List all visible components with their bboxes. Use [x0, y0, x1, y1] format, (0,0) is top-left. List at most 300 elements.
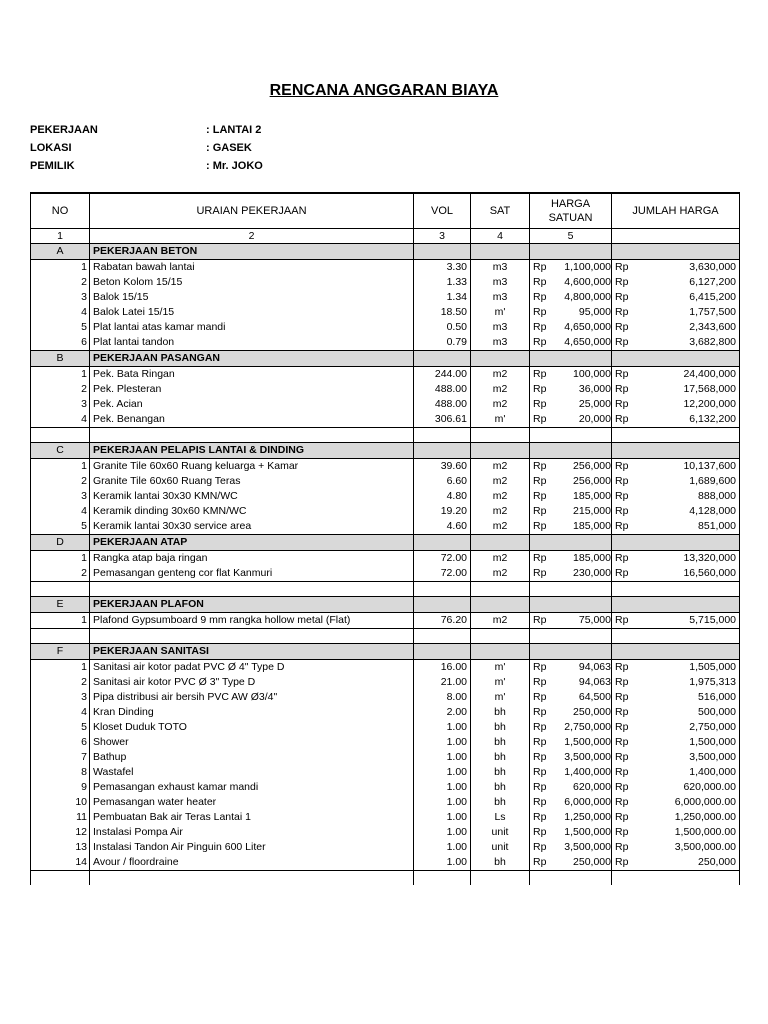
item-total — [612, 810, 740, 825]
currency-label: Rp — [615, 841, 629, 853]
budget-table-body — [31, 244, 740, 886]
item-total — [612, 260, 740, 276]
empty-cell — [530, 597, 612, 613]
currency-label: Rp — [615, 383, 629, 395]
item-description: Balok Latei 15/15 — [90, 305, 414, 320]
empty-cell — [612, 244, 740, 260]
empty-cell — [471, 351, 530, 367]
item-unit: m2 — [471, 504, 530, 519]
empty-cell — [471, 629, 530, 644]
item-total — [612, 305, 740, 320]
currency-label: Rp — [533, 321, 547, 333]
item-unit-price — [530, 855, 612, 871]
unit-price-value: 25,000 — [578, 398, 611, 410]
item-no: 1 — [31, 613, 90, 629]
empty-cell — [612, 443, 740, 459]
currency-label: Rp — [615, 460, 629, 472]
item-unit: m' — [471, 305, 530, 320]
item-no: 3 — [31, 690, 90, 705]
empty-cell — [414, 871, 471, 886]
currency-label: Rp — [615, 368, 629, 380]
item-no: 9 — [31, 780, 90, 795]
page-title: RENCANA ANGGARAN BIAYA — [269, 82, 499, 99]
empty-cell — [530, 351, 612, 367]
item-unit-price — [530, 489, 612, 504]
item-description: Pembuatan Bak air Teras Lantai 1 — [90, 810, 414, 825]
blank-row — [31, 428, 740, 443]
item-total — [612, 519, 740, 535]
total-value: 1,505,000 — [689, 661, 736, 673]
item-no: 4 — [31, 412, 90, 428]
item-unit: bh — [471, 855, 530, 871]
currency-label: Rp — [533, 276, 547, 288]
item-total — [612, 720, 740, 735]
table-row — [31, 305, 740, 320]
item-unit: m3 — [471, 335, 530, 351]
item-volume: 306.61 — [414, 412, 471, 428]
item-volume: 0.50 — [414, 320, 471, 335]
info-value: : GASEK — [206, 142, 252, 154]
total-value: 1,975,313 — [689, 676, 736, 688]
item-unit: m2 — [471, 367, 530, 383]
item-total — [612, 825, 740, 840]
empty-cell — [612, 871, 740, 886]
table-row — [31, 504, 740, 519]
currency-label: Rp — [533, 383, 547, 395]
currency-label: Rp — [533, 826, 547, 838]
empty-cell — [612, 597, 740, 613]
item-description: Avour / floordraine — [90, 855, 414, 871]
empty-cell — [612, 629, 740, 644]
item-total — [612, 489, 740, 504]
total-value: 2,343,600 — [689, 321, 736, 333]
empty-cell — [90, 428, 414, 443]
item-no: 3 — [31, 290, 90, 305]
total-value: 10,137,600 — [683, 460, 736, 472]
item-unit: m3 — [471, 275, 530, 290]
item-total — [612, 795, 740, 810]
item-unit: bh — [471, 720, 530, 735]
item-volume: 244.00 — [414, 367, 471, 383]
header-harga-line2: SATUAN — [548, 212, 593, 224]
item-no: 6 — [31, 335, 90, 351]
item-unit: m2 — [471, 397, 530, 412]
item-unit-price — [530, 397, 612, 412]
item-volume: 488.00 — [414, 382, 471, 397]
item-description: Pek. Acian — [90, 397, 414, 412]
currency-label: Rp — [615, 490, 629, 502]
section-row — [31, 535, 740, 551]
col-number — [612, 229, 740, 244]
item-volume: 4.60 — [414, 519, 471, 535]
total-value: 1,500,000 — [689, 736, 736, 748]
item-no: 6 — [31, 735, 90, 750]
item-description: Sanitasi air kotor PVC Ø 3" Type D — [90, 675, 414, 690]
total-value: 1,689,600 — [689, 475, 736, 487]
item-volume: 76.20 — [414, 613, 471, 629]
currency-label: Rp — [533, 291, 547, 303]
table-row — [31, 397, 740, 412]
empty-cell — [530, 644, 612, 660]
empty-cell — [612, 351, 740, 367]
currency-label: Rp — [533, 336, 547, 348]
currency-label: Rp — [533, 505, 547, 517]
item-unit-price — [530, 613, 612, 629]
item-unit-price — [530, 735, 612, 750]
item-unit: bh — [471, 795, 530, 810]
empty-cell — [471, 597, 530, 613]
item-unit-price — [530, 305, 612, 320]
item-description: Granite Tile 60x60 Ruang keluarga + Kamar — [90, 459, 414, 475]
empty-cell — [90, 582, 414, 597]
item-unit-price — [530, 810, 612, 825]
unit-price-value: 1,500,000 — [564, 826, 611, 838]
item-volume: 4.80 — [414, 489, 471, 504]
item-unit: bh — [471, 780, 530, 795]
currency-label: Rp — [615, 552, 629, 564]
unit-price-value: 3,500,000 — [564, 751, 611, 763]
item-unit-price — [530, 780, 612, 795]
table-row — [31, 705, 740, 720]
table-row — [31, 260, 740, 276]
empty-cell — [471, 428, 530, 443]
item-total — [612, 566, 740, 582]
currency-label: Rp — [615, 766, 629, 778]
item-unit: m2 — [471, 489, 530, 504]
currency-label: Rp — [615, 811, 629, 823]
empty-cell — [530, 244, 612, 260]
item-volume: 16.00 — [414, 660, 471, 676]
total-value: 3,500,000.00 — [674, 841, 736, 853]
item-volume: 19.20 — [414, 504, 471, 519]
table-row — [31, 780, 740, 795]
item-no: 5 — [31, 320, 90, 335]
section-code: F — [31, 644, 90, 660]
item-unit-price — [530, 551, 612, 567]
item-unit: m3 — [471, 260, 530, 276]
empty-cell — [414, 644, 471, 660]
item-unit: bh — [471, 735, 530, 750]
empty-cell — [414, 443, 471, 459]
item-description: Balok 15/15 — [90, 290, 414, 305]
currency-label: Rp — [533, 811, 547, 823]
item-volume: 8.00 — [414, 690, 471, 705]
unit-price-value: 36,000 — [578, 383, 611, 395]
currency-label: Rp — [615, 276, 629, 288]
currency-label: Rp — [533, 676, 547, 688]
unit-price-value: 185,000 — [573, 552, 611, 564]
item-unit-price — [530, 825, 612, 840]
total-value: 17,568,000 — [683, 383, 736, 395]
item-description: Wastafel — [90, 765, 414, 780]
item-unit: m' — [471, 675, 530, 690]
empty-cell — [471, 443, 530, 459]
item-no: 3 — [31, 489, 90, 504]
section-title: PEKERJAAN BETON — [90, 244, 414, 260]
item-unit: m' — [471, 412, 530, 428]
item-volume: 3.30 — [414, 260, 471, 276]
item-total — [612, 459, 740, 475]
currency-label: Rp — [615, 520, 629, 532]
empty-cell — [530, 582, 612, 597]
item-total — [612, 474, 740, 489]
item-description: Instalasi Pompa Air — [90, 825, 414, 840]
empty-cell — [530, 443, 612, 459]
item-total — [612, 855, 740, 871]
item-total — [612, 275, 740, 290]
table-row — [31, 335, 740, 351]
empty-cell — [471, 871, 530, 886]
currency-label: Rp — [533, 796, 547, 808]
empty-cell — [414, 597, 471, 613]
currency-label: Rp — [533, 567, 547, 579]
table-row — [31, 675, 740, 690]
currency-label: Rp — [615, 306, 629, 318]
col-number: 5 — [530, 229, 612, 244]
unit-price-value: 185,000 — [573, 490, 611, 502]
unit-price-value: 3,500,000 — [564, 841, 611, 853]
item-total — [612, 412, 740, 428]
header-vol: VOL — [414, 193, 471, 229]
currency-label: Rp — [615, 856, 629, 868]
item-no: 10 — [31, 795, 90, 810]
info-label: LOKASI — [30, 142, 72, 154]
item-unit: unit — [471, 825, 530, 840]
item-volume: 39.60 — [414, 459, 471, 475]
blank-row — [31, 871, 740, 886]
currency-label: Rp — [533, 781, 547, 793]
table-row — [31, 765, 740, 780]
total-value: 3,630,000 — [689, 261, 736, 273]
currency-label: Rp — [533, 706, 547, 718]
currency-label: Rp — [533, 841, 547, 853]
total-value: 6,132,200 — [689, 413, 736, 425]
item-description: Plat lantai atas kamar mandi — [90, 320, 414, 335]
table-row — [31, 855, 740, 871]
empty-cell — [471, 535, 530, 551]
item-no: 14 — [31, 855, 90, 871]
total-value: 888,000 — [698, 490, 736, 502]
unit-price-value: 1,400,000 — [564, 766, 611, 778]
currency-label: Rp — [615, 796, 629, 808]
item-no: 1 — [31, 660, 90, 676]
table-row — [31, 489, 740, 504]
table-row — [31, 459, 740, 475]
unit-price-value: 230,000 — [573, 567, 611, 579]
total-value: 516,000 — [698, 691, 736, 703]
item-description: Pemasangan water heater — [90, 795, 414, 810]
unit-price-value: 4,600,000 — [564, 276, 611, 288]
unit-price-value: 1,100,000 — [564, 261, 611, 273]
item-description: Pek. Benangan — [90, 412, 414, 428]
empty-cell — [90, 629, 414, 644]
item-unit: m2 — [471, 382, 530, 397]
item-unit-price — [530, 504, 612, 519]
section-row — [31, 443, 740, 459]
empty-cell — [414, 428, 471, 443]
currency-label: Rp — [615, 475, 629, 487]
item-description: Beton Kolom 15/15 — [90, 275, 414, 290]
currency-label: Rp — [533, 368, 547, 380]
item-unit-price — [530, 290, 612, 305]
item-total — [612, 660, 740, 676]
unit-price-value: 94,063 — [578, 661, 611, 673]
item-unit-price — [530, 474, 612, 489]
item-no: 12 — [31, 825, 90, 840]
currency-label: Rp — [533, 520, 547, 532]
unit-price-value: 2,750,000 — [564, 721, 611, 733]
header-harga-line1: HARGA — [550, 198, 591, 210]
item-description: Keramik dinding 30x60 KMN/WC — [90, 504, 414, 519]
item-unit: m' — [471, 690, 530, 705]
section-code: B — [31, 351, 90, 367]
item-unit: m2 — [471, 566, 530, 582]
item-unit: m2 — [471, 459, 530, 475]
header-jumlah: JUMLAH HARGA — [612, 193, 740, 229]
section-title: PEKERJAAN PLAFON — [90, 597, 414, 613]
item-unit-price — [530, 675, 612, 690]
item-description: Granite Tile 60x60 Ruang Teras — [90, 474, 414, 489]
table-row — [31, 660, 740, 676]
item-unit: m' — [471, 660, 530, 676]
currency-label: Rp — [615, 736, 629, 748]
currency-label: Rp — [615, 661, 629, 673]
item-total — [612, 840, 740, 855]
header-uraian: URAIAN PEKERJAAN — [90, 193, 414, 229]
unit-price-value: 75,000 — [578, 614, 611, 626]
table-row — [31, 613, 740, 629]
item-unit-price — [530, 459, 612, 475]
item-description: Shower — [90, 735, 414, 750]
empty-cell — [612, 644, 740, 660]
unit-price-value: 620,000 — [573, 781, 611, 793]
empty-cell — [530, 629, 612, 644]
item-description: Kloset Duduk TOTO — [90, 720, 414, 735]
section-title: PEKERJAAN SANITASI — [90, 644, 414, 660]
unit-price-value: 215,000 — [573, 505, 611, 517]
item-unit-price — [530, 720, 612, 735]
item-unit: bh — [471, 765, 530, 780]
item-description: Instalasi Tandon Air Pinguin 600 Liter — [90, 840, 414, 855]
info-value: : Mr. JOKO — [206, 160, 263, 172]
item-unit: m2 — [471, 551, 530, 567]
empty-cell — [612, 535, 740, 551]
header-sat: SAT — [471, 193, 530, 229]
item-total — [612, 675, 740, 690]
unit-price-value: 1,250,000 — [564, 811, 611, 823]
item-no: 2 — [31, 566, 90, 582]
item-volume: 21.00 — [414, 675, 471, 690]
item-total — [612, 382, 740, 397]
currency-label: Rp — [533, 306, 547, 318]
item-total — [612, 750, 740, 765]
total-value: 6,415,200 — [689, 291, 736, 303]
item-volume: 1.00 — [414, 825, 471, 840]
total-value: 16,560,000 — [683, 567, 736, 579]
currency-label: Rp — [615, 826, 629, 838]
item-unit-price — [530, 705, 612, 720]
item-volume: 488.00 — [414, 397, 471, 412]
item-no: 2 — [31, 275, 90, 290]
total-value: 1,250,000.00 — [674, 811, 736, 823]
unit-price-value: 250,000 — [573, 856, 611, 868]
item-description: Rabatan bawah lantai — [90, 260, 414, 276]
item-total — [612, 735, 740, 750]
section-row — [31, 351, 740, 367]
blank-row — [31, 582, 740, 597]
budget-table — [30, 192, 740, 885]
empty-cell — [530, 871, 612, 886]
item-volume: 1.00 — [414, 765, 471, 780]
currency-label: Rp — [615, 676, 629, 688]
item-no: 5 — [31, 519, 90, 535]
total-value: 6,127,200 — [689, 276, 736, 288]
item-volume: 1.00 — [414, 750, 471, 765]
section-title: PEKERJAAN PASANGAN — [90, 351, 414, 367]
table-row — [31, 474, 740, 489]
item-total — [612, 367, 740, 383]
item-total — [612, 765, 740, 780]
item-volume: 0.79 — [414, 335, 471, 351]
item-unit-price — [530, 519, 612, 535]
total-value: 12,200,000 — [683, 398, 736, 410]
table-row — [31, 825, 740, 840]
unit-price-value: 250,000 — [573, 706, 611, 718]
item-volume: 72.00 — [414, 566, 471, 582]
currency-label: Rp — [533, 661, 547, 673]
empty-cell — [530, 535, 612, 551]
item-total — [612, 690, 740, 705]
total-value: 3,500,000 — [689, 751, 736, 763]
header-harga-satuan — [530, 193, 612, 229]
currency-label: Rp — [615, 781, 629, 793]
item-volume: 1.00 — [414, 795, 471, 810]
item-total — [612, 780, 740, 795]
total-value: 620,000.00 — [683, 781, 736, 793]
item-total — [612, 290, 740, 305]
total-value: 6,000,000.00 — [674, 796, 736, 808]
item-volume: 1.00 — [414, 840, 471, 855]
currency-label: Rp — [615, 505, 629, 517]
item-no: 1 — [31, 551, 90, 567]
empty-cell — [31, 582, 90, 597]
item-no: 2 — [31, 382, 90, 397]
item-no: 5 — [31, 720, 90, 735]
table-row — [31, 290, 740, 305]
info-label: PEMILIK — [30, 160, 75, 172]
currency-label: Rp — [615, 567, 629, 579]
blank-row — [31, 629, 740, 644]
table-row — [31, 810, 740, 825]
unit-price-value: 4,800,000 — [564, 291, 611, 303]
table-row — [31, 320, 740, 335]
table-row — [31, 795, 740, 810]
item-total — [612, 551, 740, 567]
item-description: Keramik lantai 30x30 KMN/WC — [90, 489, 414, 504]
total-value: 24,400,000 — [683, 368, 736, 380]
table-row — [31, 750, 740, 765]
info-label: PEKERJAAN — [30, 124, 98, 136]
item-volume: 6.60 — [414, 474, 471, 489]
empty-cell — [530, 428, 612, 443]
item-volume: 2.00 — [414, 705, 471, 720]
empty-cell — [414, 351, 471, 367]
item-unit-price — [530, 367, 612, 383]
unit-price-value: 64,500 — [578, 691, 611, 703]
currency-label: Rp — [533, 751, 547, 763]
currency-label: Rp — [615, 321, 629, 333]
table-row — [31, 735, 740, 750]
